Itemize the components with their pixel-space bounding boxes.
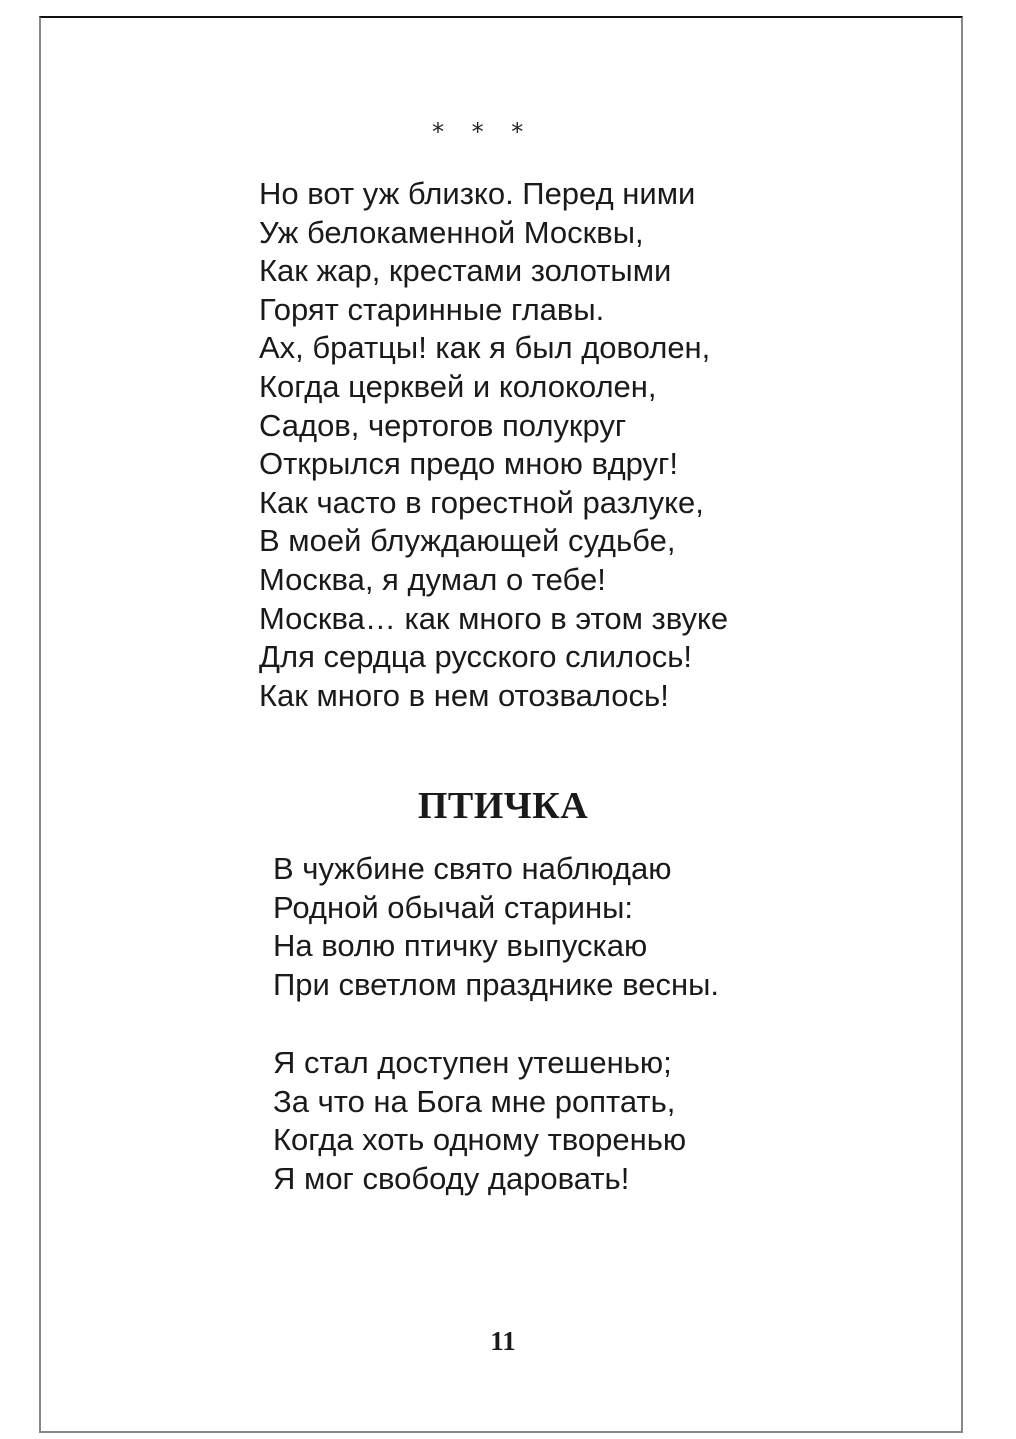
poem-line: Когда хоть одному творенью	[273, 1122, 687, 1158]
poem-line: Ах, братцы! как я был доволен,	[259, 330, 711, 366]
poem-line: В чужбине свято наблюдаю	[273, 851, 672, 886]
poem-line: За что на Бога мне роптать,	[273, 1083, 676, 1119]
poem-excerpt	[259, 175, 728, 715]
poem-line: Как жар, крестами золотыми	[259, 253, 672, 289]
poem-line: В моей блуждающей судьбе,	[259, 523, 676, 559]
poem-line: Москва… как много в этом звуке	[259, 600, 729, 636]
poem-line: Родной обычай старины:	[273, 889, 634, 925]
poem-line: Уж белокаменной Москвы,	[259, 214, 644, 250]
poem-line: Как много в нем отозвалось!	[259, 677, 669, 713]
poem-title: ПТИЧКА	[417, 785, 589, 827]
poem-line: Москва, я думал о тебе!	[259, 561, 606, 597]
poem-line: На волю птичку выпускаю	[273, 928, 648, 964]
poem-line: Открылся предо мною вдруг!	[259, 446, 678, 482]
poem-line: Как часто в горестной разлуке,	[259, 484, 704, 520]
poem-line: Я мог свободу даровать!	[273, 1160, 630, 1196]
poem-line: При светлом празднике весны.	[273, 966, 720, 1002]
poem-line: Садов, чертогов полукруг	[259, 407, 627, 443]
poem-line: Горят старинные главы.	[259, 291, 605, 327]
poem-line: Но вот уж близко. Перед ними	[259, 176, 696, 211]
poem-line: Я стал доступен утешенью;	[273, 1045, 672, 1080]
poem-line: Когда церквей и колоколен,	[259, 368, 657, 404]
poem-stanza	[273, 850, 719, 1004]
poem-line: Для сердца русского слилось!	[259, 639, 692, 675]
poem-stanza	[273, 1044, 686, 1198]
section-separator: * * *	[432, 118, 534, 146]
page-number: 11	[490, 1326, 516, 1356]
